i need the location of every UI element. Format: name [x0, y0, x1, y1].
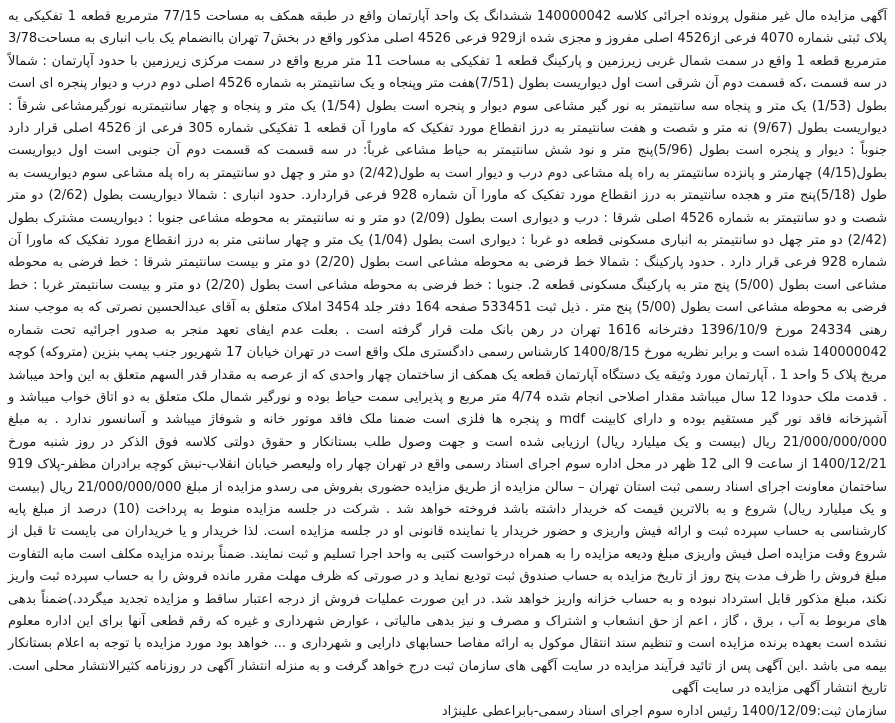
auction-notice-footer: سازمان ثبت:1400/12/09 رئیس اداره سوم اجرای اسناد رسمی-بابراعطی علینژاد	[441, 703, 887, 719]
auction-notice-body: آگهی مزایده مال غیر منقول پرونده اجرائی کلاسه 140000042 ششدانگ یک واحد آپارتمان واقع در طبقه همکف به مساحت 77/15 مترمربع قطعه 1 تفکیکی به پلاک ثبتی شماره 4070 فرعی از4526 اصلی مفروز و مجزی شده از929 فرعی 4526 اصلی مذکور واقع در بخش7 تهران باانضمام یک باب انباری به مساحت3/78 مترمربع قطعه 1 واقع در سمت شمال غربی زیرزمین و پارکینگ قطعه 1 تفکیکی به مساحت 11 متر مربع واقع در سمت مرکزی زیرزمین با حدود آپارتمان : شمالاً در سه قسمت ،که قسمت دوم آن شرقی است اول دیواریست بطول (7/51)هفت متر وپنجاه و یک سانتیمتر به شماره 4526 اصلی دوم درب و دیوار پنجره ای است بطول (1/53) یک متر و پنجاه سه سانتیمتر به نور گیر مشاعی سوم دیوار و پنجره است بطول (1/54) یک متر و پنجاه و چهار سانتیمتربه نورگیرمشاعی شرقاً : دیواریست بطول (9/67) نه متر و شصت و هفت سانتیمتر به درز انقطاع مورد تفکیک که ماورا آن قطعه 1 تفکیکی شماره 305 فرعی از 4526 اصلی قرار دارد جنوباً : دیوار و پنجره است بطول (5/96)پنج متر و نود شش سانتیمتر به حیاط مشاعی غرباً: در سه قسمت که قسمت دوم آن جنوبی است اول دیواریست بطول(4/15) چهارمتر و پانزده سانتیمتر به راه پله مشاعی دوم درب و دیوار است به طول(2/42) دو متر و چهل دو سانتیمتر به راه پله مشاعی سوم دیواریست به طول (5/18)پنج متر و هجده سانتیمتر به درز انقطاع مورد تفکیک که ماورا آن شماره 928 فرعی قراردارد. حدود انباری : شمالا دیواریست بطول (2/62) دو متر شصت و دو سانتیمتر به شماره 4526 اصلی شرقا : درب و دیواری است بطول (2/09) دو متر و نه سانتیمتر به محوطه مشاعی جنوبا : دیواریست مشترک بطول (2/42) دو متر چهل دو سانتیمتر به انباری مسکونی قطعه دو غربا : دیواری است بطول (1/04) یک متر و چهار سانتی متر به درز انقطاع مورد تفکیک که ماورا آن شماره 928 فرعی قرار دارد . حدود پارکینگ : شمالا خط فرضی به محوطه مشاعی است بطول (2/20) دو متر و بیست سانتیمتر شرقا : خط فرضی به محوطه مشاعی است بطول (5/00) پنج متر به پارکینگ مسکونی قطعه 2. جنوبا : خط فرضی به محوطه مشاعی است بطول (2/20) دو متر و بیست سانتیمتر غربا : خط فرضی به محوطه مشاعی است بطول (5/00) پنج متر . ذیل ثبت 533451 صفحه 164 دفتر جلد 3454 املاک متعلق به آقای عبدالحسین نصرتی که به موجب سند رهنی 24334 مورخ 1396/10/9 دفترخانه 1616 تهران در رهن بانک ملت قرار گرفته است . بعلت عدم ایفای تعهد منجر به صدور اجرائیه تحت شماره 140000042 شده است و برابر نظریه مورخ 1400/8/15 کارشناس رسمی دادگستری ملک واقع است در تهران خیابان 17 شهریور جنب پمپ بنزین (متروکه) کوچه مریخ پلاک 5 واحد 1 . آپارتمان مورد وثیقه یک دستگاه آپارتمان قطعه یک همکف از ساختمان چهار واحدی که از عرصه به مقدار قدر السهم متعلق به این واحد میباشد . قدمت ملک حدودا 12 سال میباشد مقدار اصلاحی انجام شده 4/74 متر مربع و پذیرایی سمت حیاط بوده و نورگیر شمال ملک متعلق به دو اتاق خواب میباشد و آشپزخانه فاقد نور گیر مستقیم بوده و دارای کابینت mdf و پنجره ها فلزی است ضمنا ملک فاقد موتور خانه و شوفاژ میباشد و آسانسور ندارد . به مبلغ 21/000/000/000 ریال (بیست و یک میلیارد ریال) ارزیابی شده است و جهت وصول طلب بستانکار و حقوق دولتی کلاسه فوق الذکر در روز شنبه مورخ 1400/12/21 از ساعت 9 الی 12 ظهر در محل اداره سوم اجرای اسناد رسمی واقع در تهران چهار راه ولیعصر خیابان انقلاب-نبش کوچه برادران مظفر-پلاک 919 ساختمان معاونت اجرای اسناد رسمی ثبت استان تهران – سالن مزایده از طریق مزایده حضوری بفروش می رسدو مزایده از مبلغ 21/000/000/000 ریال (بیست و یک میلیارد ریال) شروع و به بالاترین قیمت که خریدار داشته باشد فروخته خواهد شد . شرکت در جلسه مزایده منوط به پرداخت (10) درصد از مبلغ پایه کارشناسی به حساب سپرده ثبت و ارائه فیش واریزی و حضور خریدار یا نماینده قانونی او در جلسه مزایده است. لذا خریدار و یا خریداران می بایست تا قبل از شروع وقت مزایده اصل فیش واریزی مبلغ ودیعه مزایده را به همراه درخواست کتبی به واحد اجرا تسلیم و ثبت نمایند. ضمناً برنده مزایده مکلف است مابه التفاوت مبلغ فروش را ظرف مدت پنج روز از تاریخ مزایده به حساب صندوق ثبت تودیع نماید و در صورتی که ظرف مهلت مقرر مانده فروش را به حساب سپرده ثبت واریز نکند، مبلغ مذکور قابل استرداد نبوده و به حساب خزانه واریز خواهد شد. در این صورت عملیات فروش از درجه اعتبار ساقط و مزایده تجدید میگردد.)ضمناً بدهی های مربوط به آب ، برق ، گاز ، اعم از حق انشعاب و اشتراک و مصرف و نیز بدهی مالیاتی ، عوارض شهرداری و غیره که رقم قطعی آنها برای این اداره معلوم نشده است بعهده برنده مزایده است و تنظیم سند انتقال موکول به ارائه مفاصا حسابهای دارایی و شهرداری و ... خواهد بود مورد مزایده با توجه به اعلام بستانکار بیمه می باشد .این آگهی پس از تائید فرآیند مزایده در سایت آگهی های سازمان ثبت درج خواهد گرفت و به منزله انتشار آگهی در روزنامه کثیرالانتشار محلی است. تاریخ انتشار آگهی مزایده در سایت آگهی	[8, 9, 888, 697]
